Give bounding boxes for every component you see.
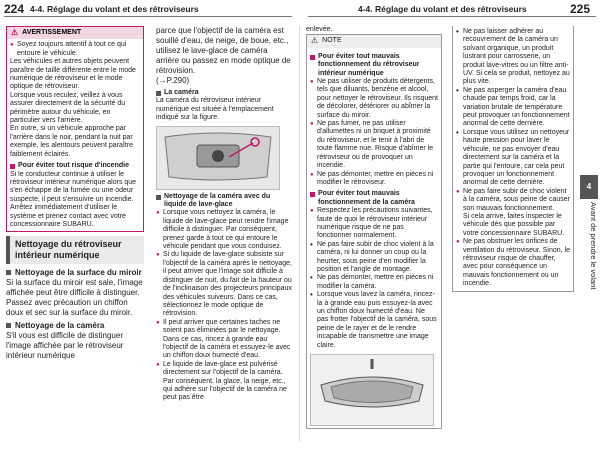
bullet-square-icon	[156, 195, 161, 200]
mirror-text: Passez avec précaution un chiffon doux et sec sur la surface du miroir.	[6, 298, 133, 318]
washer-bullet: ● Si du liquide de lave-glace subsiste sur l'objectif de la caméra après le nettoyage, il peut arriver que l'image soit difficile à distinguer de nuit, du fait de la hauteur ou de l'inclinaison des projecteurs principaux des véhicules suiveurs. Dans ce cas, sélectionnez le mode optique de rétrovision.	[156, 251, 292, 318]
column-3	[306, 26, 442, 429]
warning-text: ● Soyez toujours attentif à tout ce qui entoure le véhicule.	[10, 41, 140, 58]
warning-text: Les véhicules et autres objets peuvent paraître de taille différente entre le mode numérique de rétroviseur et le mode optique de rétroviseur.	[10, 58, 136, 91]
note-bullet: ● Respectez les précautions suivantes, faute de quoi le rétroviseur intérieur numérique risque de ne pas fonctionner normalement.	[310, 207, 438, 241]
camera-location-text: La caméra du rétroviseur intérieur numérique est située à l'emplacement indiqué sur la figure.	[156, 97, 274, 122]
note-label: NOTE	[322, 37, 342, 45]
bullet-square-icon	[310, 192, 315, 197]
section-title: Nettoyage du rétroviseur intérieur numérique	[6, 236, 144, 264]
note-bullet: ● Ne pas utiliser de produits détergents, tels que diluants, benzène et alcool, pour nettoyer le rétroviseur. Ils risquent de décolorer, détériorer ou abîmer la surface du miroir.	[310, 78, 438, 120]
warning-header	[7, 27, 143, 39]
bullet-square-icon	[156, 91, 161, 96]
note-bullet: ● Ne pas démonter, mettre en pièces ni modifier le rétroviseur.	[310, 171, 438, 188]
note-item: • Lorsque vous utilisez un nettoyeur haute pression pour laver le véhicule, ne pas envoyer d'eau directement sur la caméra et la partie qui l'entoure, car cela peut provoquer un fonctionnement anormal de cette dernière.	[456, 129, 570, 188]
note-item: • Ne pas laisser adhérer au recouvrement de la caméra un solvant organique, un produit lustrant pour carrosserie, un produit lave-vitres ou un filtre anti-UV. Si cela se produit, nettoyez au plus vite.	[456, 28, 570, 87]
car-rear-figure	[157, 127, 279, 189]
column-4	[452, 26, 574, 292]
bullet-square-icon	[6, 323, 11, 328]
chapter-tab: 4	[580, 175, 598, 199]
warning-triangle-icon: ⚠	[11, 28, 19, 37]
bullet-square-icon	[10, 164, 15, 169]
note-bullet: ● Ne pas faire subir de choc violent à la caméra, sous peine de causer son mauvais fonctionnement.	[456, 188, 570, 213]
page-reference: (→P.290)	[156, 76, 190, 85]
note-item: • Lorsque vous lavez la caméra, rincez-la à grande eau puis essuyez-la avec un chiffon doux humecté d'eau. Ne pas frotter l'objectif de la caméra, sous peine de le rayer et de le rendre incapable de transmettre une image claire.	[310, 291, 438, 350]
note-box	[306, 34, 442, 429]
camera-heading: La caméra	[156, 89, 292, 97]
left-header-rule	[4, 16, 292, 17]
right-header-title: 4-4. Réglage du volant et des rétroviseurs	[358, 4, 527, 14]
bullet-square-icon	[310, 55, 315, 60]
mirror-protection-heading: Pour éviter tout mauvais fonctionnement du rétroviseur intérieur numérique	[310, 53, 438, 78]
camera-cleaning-text: S'il vous est difficile de distinguer l'image affichée par le rétroviseur intérieur numérique	[6, 331, 124, 361]
rearview-mirror-figure	[311, 355, 433, 425]
note-bullet: ● Ne pas fumer, ne pas utiliser d'allumettes ni un briquet à proximité du rétroviseur, et le tenir à l'abri de toute flamme nue. Risque d'abîmer le rétroviseur ou de provoquer un incendie.	[310, 120, 438, 170]
mirror-figure	[310, 354, 434, 426]
washer-bullet: ● Il peut arriver que certaines taches ne soient pas éliminées par le nettoyage. Dans ce cas, rincez à grande eau l'objectif de la caméra et essuyez-le avec un chiffon doux humecté d'eau.	[156, 319, 292, 361]
washer-bullet: ● Lorsque vous nettoyez la caméra, le liquide de lave-glace peut rendre l'image difficile à distinguer. Par conséquent, prenez garde à tout ce qui entoure le véhicule pendant que vous conduisez.	[156, 209, 292, 251]
washer-continued: enlevée.	[306, 26, 333, 33]
camera-protection-heading: Pour éviter tout mauvais fonctionnement de la caméra	[310, 190, 438, 207]
note-text: Si cela arrive, faites inspecter le véhicule dès que possible par votre concessionnaire SUBARU.	[463, 212, 565, 237]
washer-bullet: ● Le liquide de lave-glace est pulvérisé directement sur l'objectif de la caméra. Par conséquent, la glace, la neige, etc., qui adhère sur l'objectif de la caméra ne peut pas être	[156, 361, 292, 403]
note-item: • Ne pas démonter, mettre en pièces ni modifier la caméra.	[310, 274, 438, 291]
warning-text: En outre, si un véhicule approche par l'arrière dans le noir, pendant la nuit par exemple, les alentours peuvent paraître faiblement éclairés.	[10, 125, 133, 158]
right-header-rule	[308, 16, 596, 17]
warning-text: Lorsque vous reculez, veillez à vous assurer directement de la sécurité du périmètre autour du véhicule, en particulier vers l'arrière.	[10, 91, 126, 125]
note-item: • Ne pas faire subir de choc violent à la caméra, ni lui donner un coup ou la heurter, sous peine d'en modifier la position et l'angle de montage.	[310, 241, 438, 275]
mirror-text: Si la surface du miroir est sale, l'image affichée peut être difficile à distinguer.	[6, 278, 143, 298]
left-header-title: 4-4. Réglage du volant et des rétroviseurs	[30, 4, 199, 14]
fire-risk-heading: Pour éviter tout risque d'incendie	[10, 162, 140, 170]
warning-label: AVERTISSEMENT	[22, 29, 82, 36]
page-gutter	[299, 26, 300, 442]
note-box-continued	[452, 26, 574, 292]
mirror-surface-heading: Nettoyage de la surface du miroir	[6, 268, 144, 278]
bullet-square-icon	[6, 270, 11, 275]
note-header	[307, 35, 441, 47]
column-2	[156, 26, 292, 403]
note-hand-icon: ⚠	[311, 36, 319, 46]
left-page-number: 224	[4, 2, 25, 16]
camera-cleaning-heading: Nettoyage de la caméra	[6, 321, 144, 331]
right-page-number: 225	[570, 2, 591, 16]
note-item: • Ne pas asperger la caméra d'eau chaude par temps froid, car la variation brutale de température peut provoquer un fonctionnement anormal de cette dernière.	[456, 87, 570, 129]
washer-heading: Nettoyage de la caméra avec du liquide de lave-glace	[156, 193, 292, 210]
chapter-tab-label: Avant de prendre le volant	[589, 202, 598, 290]
note-bullet: ● Ne pas obstruer les orifices de ventilation du rétroviseur. Sinon, le rétroviseur risque de chauffer, avec pour conséquence un mauvais fonctionnement ou un incendie.	[456, 238, 570, 288]
camera-cleaning-continued: parce que l'objectif de la caméra est souillé d'eau, de neige, de boue, etc., utilisez le lave-glace de caméra arrière ou passez en mode optique de rétrovision.	[156, 26, 291, 75]
warning-box	[6, 26, 144, 232]
fire-risk-text: Si le conducteur continue à utiliser le rétroviseur intérieur numérique alors que s'en échappe de la fumée ou une odeur suspecte, il peut s'ensuivre un incendie. Arrêtez immédiatement d'utiliser le système et prenez contact avec votre concessionnaire SUBARU.	[10, 170, 137, 228]
camera-location-figure	[156, 126, 280, 190]
column-1	[6, 26, 144, 361]
